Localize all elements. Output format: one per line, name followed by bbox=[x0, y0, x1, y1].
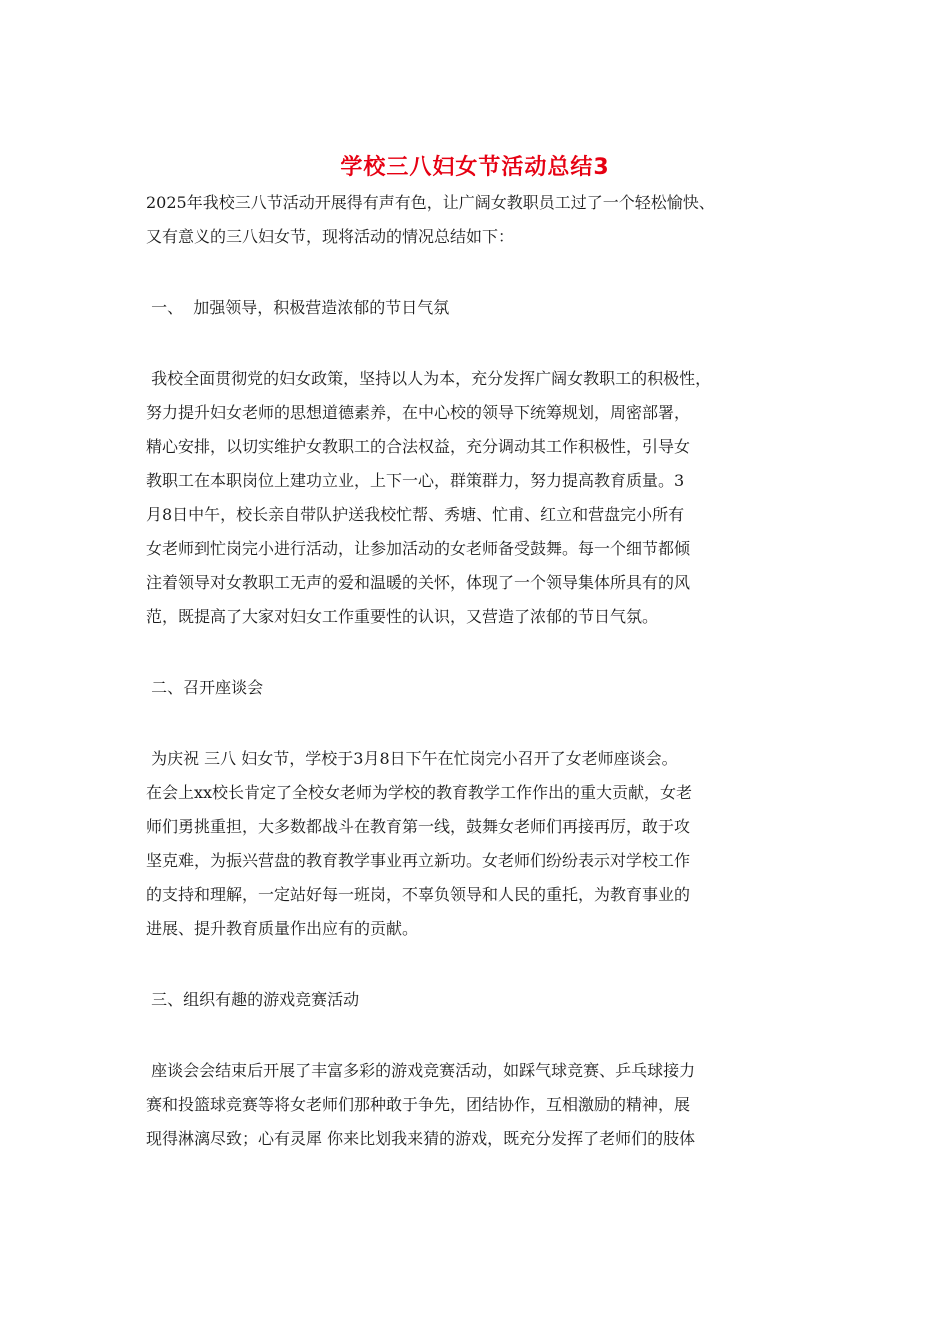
paragraph-line: 精心安排，以切实维护女教职工的合法权益，充分调动其工作积极性，引导女 bbox=[146, 437, 691, 456]
intro-line: 2025年我校三八节活动开展得有声有色，让广阔女教职员工过了一个轻松愉快、 bbox=[146, 193, 715, 212]
section-heading-2: 二、召开座谈会 bbox=[146, 678, 264, 697]
paragraph-line: 为庆祝 三八 妇女节，学校于3月8日下午在忙岗完小召开了女老师座谈会。 bbox=[146, 749, 678, 768]
section-2-paragraph bbox=[146, 742, 810, 946]
paragraph-line: 范，既提高了大家对妇女工作重要性的认识，又营造了浓郁的节日气氛。 bbox=[146, 607, 659, 626]
paragraph-line: 女老师到忙岗完小进行活动，让参加活动的女老师备受鼓舞。每一个细节都倾 bbox=[146, 539, 691, 558]
document-title: 学校三八妇女节活动总结3 bbox=[340, 155, 610, 180]
paragraph-line: 在会上xx校长肯定了全校女老师为学校的教育教学工作作出的重大贡献，女老 bbox=[146, 783, 693, 802]
paragraph-line: 努力提升妇女老师的思想道德素养，在中心校的领导下统筹规划，周密部署， bbox=[146, 403, 691, 422]
paragraph-line: 座谈会会结束后开展了丰富多彩的游戏竞赛活动，如踩气球竞赛、乒乓球接力 bbox=[146, 1061, 696, 1080]
paragraph-line: 进展、提升教育质量作出应有的贡献。 bbox=[146, 919, 419, 938]
section-heading-1: 一、 加强领导，积极营造浓郁的节日气氛 bbox=[146, 298, 450, 317]
paragraph-line: 现得淋漓尽致；心有灵犀 你来比划我来猜的游戏，既充分发挥了老师们的肢体 bbox=[146, 1129, 696, 1148]
section-3-paragraph bbox=[146, 1054, 810, 1156]
paragraph-line: 师们勇挑重担，大多数都战斗在教育第一线，鼓舞女老师们再接再厉，敢于攻 bbox=[146, 817, 691, 836]
paragraph-line: 赛和投篮球竞赛等将女老师们那种敢于争先，团结协作，互相激励的精神，展 bbox=[146, 1095, 691, 1114]
paragraph-line: 我校全面贯彻党的妇女政策，坚持以人为本，充分发挥广阔女教职工的积极性， bbox=[146, 369, 712, 388]
section-heading-3: 三、组织有趣的游戏竞赛活动 bbox=[146, 990, 360, 1009]
paragraph-line: 注着领导对女教职工无声的爱和温暖的关怀，体现了一个领导集体所具有的风 bbox=[146, 573, 691, 592]
intro-paragraph bbox=[146, 186, 810, 254]
document-body bbox=[146, 186, 810, 1156]
paragraph-line: 坚克难，为振兴营盘的教育教学事业再立新功。女老师们纷纷表示对学校工作 bbox=[146, 851, 691, 870]
paragraph-line: 的支持和理解，一定站好每一班岗，不辜负领导和人民的重托，为教育事业的 bbox=[146, 885, 691, 904]
intro-line: 又有意义的三八妇女节，现将活动的情况总结如下： bbox=[146, 227, 515, 246]
paragraph-line: 教职工在本职岗位上建功立业，上下一心，群策群力，努力提高教育质量。3 bbox=[146, 471, 685, 490]
paragraph-line: 月8日中午，校长亲自带队护送我校忙帮、秀塘、忙甫、红立和营盘完小所有 bbox=[146, 505, 685, 524]
section-1-paragraph bbox=[146, 362, 810, 634]
